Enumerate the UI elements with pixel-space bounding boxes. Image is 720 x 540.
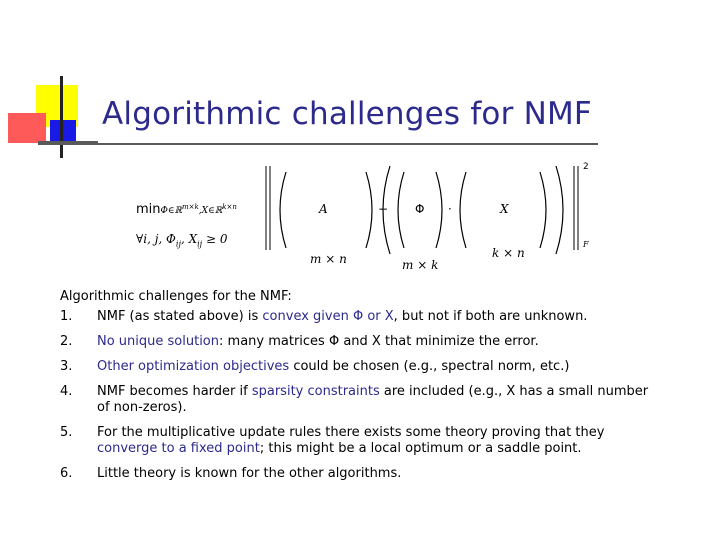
dims-a: m × n	[310, 252, 347, 266]
logo-red-square	[8, 113, 46, 143]
logo-vertical-line	[60, 76, 63, 158]
challenge-list	[60, 309, 660, 482]
highlighted-text: converge to a fixed point	[97, 441, 260, 456]
nmf-formula	[120, 158, 590, 278]
matrix-phi: Φ	[415, 202, 425, 216]
slide-title: Algorithmic challenges for NMF	[102, 96, 592, 132]
matrix-a: A	[319, 202, 328, 216]
list-item	[60, 466, 660, 482]
highlighted-text: No unique solution	[97, 334, 220, 349]
formula-brackets	[120, 158, 590, 278]
list-item-text: NMF (as stated above) is	[97, 309, 263, 324]
matrix-x: X	[500, 202, 509, 216]
list-item-number: 2.	[60, 334, 73, 349]
dot-sign: ·	[448, 202, 452, 216]
highlighted-text: Other optimization objectives	[97, 359, 290, 374]
norm-subscript: F	[583, 240, 589, 249]
list-item	[60, 425, 660, 457]
formula-constraint: ∀i, j, $\Phi_{ij}$, $X_{ij} \ge 0$	[136, 232, 228, 249]
list-item	[60, 359, 660, 375]
formula-min: minΦ∈ℝ$^{m\times k}$,X∈ℝ$^{k\times n}$	[136, 202, 237, 217]
list-item-number: 1.	[60, 309, 73, 324]
dims-phi: m × k	[402, 258, 439, 272]
norm-power: 2	[583, 162, 589, 172]
list-item-text: are included (e.g., X has a small number of non-zeros).	[97, 384, 649, 415]
dims-x: k × n	[492, 246, 525, 260]
intro-text: Algorithmic challenges for the NMF:	[60, 289, 292, 304]
list-item	[60, 309, 660, 325]
list-item-number: 4.	[60, 384, 73, 399]
list-item-text: : many matrices Φ and X that minimize the error.	[219, 334, 539, 349]
list-item	[60, 384, 660, 416]
list-item-text: For the multiplicative update rules there exists some theory proving that they	[97, 425, 605, 440]
list-item-number: 5.	[60, 425, 73, 440]
minus-sign: −	[378, 202, 389, 216]
highlighted-text: sparsity constraints	[251, 384, 380, 399]
list-item-text: Little theory is known for the other algorithms.	[97, 466, 402, 481]
list-item-text: ; this might be a local optimum or a saddle point.	[259, 441, 582, 456]
list-item-number: 3.	[60, 359, 73, 374]
list-item-text: could be chosen (e.g., spectral norm, etc.)	[289, 359, 570, 374]
list-item-text: , but not if both are unknown.	[393, 309, 588, 324]
highlighted-text: convex given Φ or X	[262, 309, 394, 324]
list-item-number: 6.	[60, 466, 73, 481]
list-item-text: NMF becomes harder if	[97, 384, 252, 399]
list-item	[60, 334, 660, 350]
title-rule	[38, 143, 598, 145]
